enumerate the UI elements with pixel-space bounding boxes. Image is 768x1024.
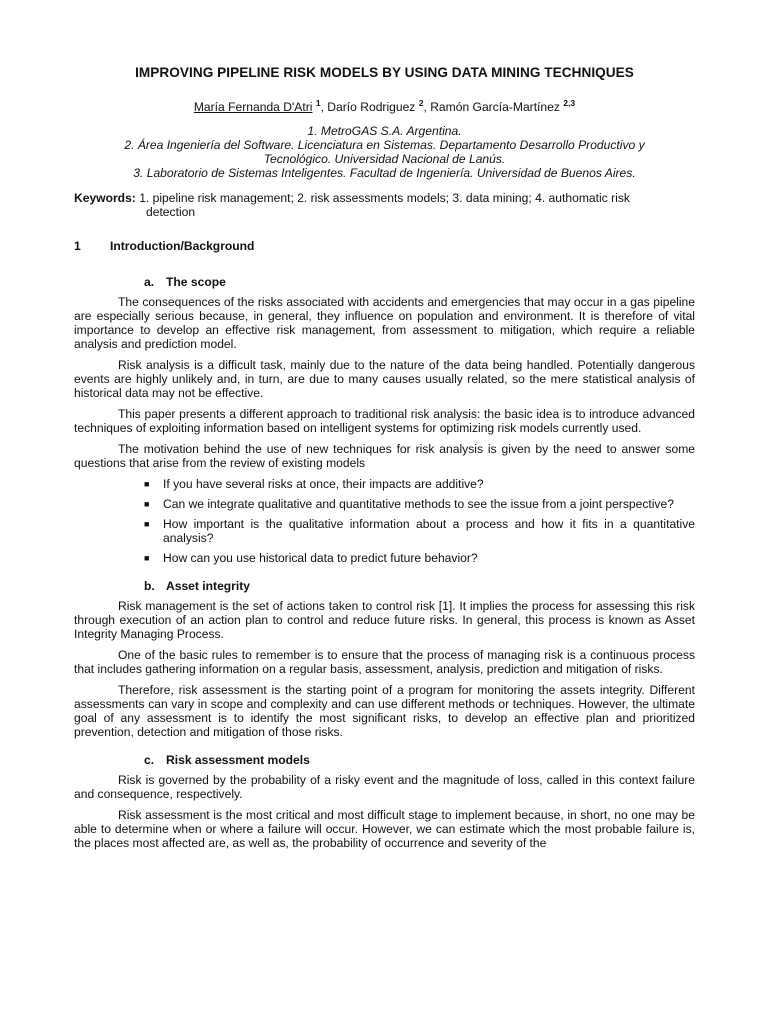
- paragraph: Risk management is the set of actions taken to control risk [1]. It implies the process for assessing this risk through execution of an action plan to control and reduce future risks. In general, this process is known as Asset Integrity Managing Process.: [74, 599, 695, 641]
- author-separator: ,: [423, 100, 431, 114]
- square-bullet-icon: ■: [144, 499, 150, 509]
- paragraph: This paper presents a different approach to traditional risk analysis: the basic idea is to introduce advanced techniques of exploiting information based on intelligent systems for optimizing risk models currently used.: [74, 407, 695, 435]
- keywords-block: [74, 191, 695, 219]
- list-item-text: Can we integrate qualitative and quantitative methods to see the issue from a joint perspective?: [163, 497, 674, 511]
- list-item-text: How can you use historical data to predict future behavior?: [163, 551, 478, 565]
- paper-page: [74, 66, 695, 857]
- list-item-text: If you have several risks at once, their impacts are additive?: [163, 477, 484, 491]
- paper-title: IMPROVING PIPELINE RISK MODELS BY USING DATA MINING TECHNIQUES: [135, 65, 634, 80]
- subsection-heading-risk-models: [144, 753, 695, 767]
- paragraph: Risk assessment is the most critical and most difficult stage to implement because, in short, no one may be able to determine when or where a failure will occur. However, we can estimate which the most probable failure is, the places most affected are, as well as, the probability of occurrence and severity of the: [74, 808, 695, 850]
- paragraph: The consequences of the risks associated with accidents and emergencies that may occur in a gas pipeline are especially serious because, in general, they influence on population and environment. It is therefore of vital importance to develop an effective risk management, from assessment to mitigation, which require a reliable analysis and prediction model.: [74, 295, 695, 351]
- subsection-title: The scope: [166, 275, 226, 289]
- paragraph: Risk is governed by the probability of a risky event and the magnitude of loss, called in this context failure and consequence, respectively.: [74, 773, 695, 801]
- list-item: [144, 477, 695, 491]
- subsection-letter: c.: [144, 753, 155, 767]
- affiliations: [74, 124, 695, 180]
- keywords-text-continued: detection: [146, 205, 196, 219]
- section-heading: [74, 239, 695, 253]
- list-item: [144, 517, 695, 545]
- subsection-heading-scope: [144, 275, 695, 289]
- section-number: 1: [74, 239, 81, 253]
- author-affiliation-mark: 2,3: [563, 97, 576, 108]
- author-name: María Fernanda D'Atri: [193, 100, 313, 114]
- question-list: [74, 477, 695, 565]
- paragraph: Therefore, risk assessment is the starting point of a program for monitoring the assets integrity. Different assessments can vary in scope and complexity and can use different methods or techniques. However, the ultimate goal of any assessment is to identify the most significant risks, to develop an effective plan and prioritized prevention, detection and mitigation of those risks.: [74, 683, 695, 739]
- square-bullet-icon: ■: [144, 479, 150, 489]
- subsection-letter: a.: [144, 275, 155, 289]
- paragraph: The motivation behind the use of new techniques for risk analysis is given by the need to answer some questions that arise from the review of existing models: [74, 442, 695, 470]
- square-bullet-icon: ■: [144, 519, 150, 529]
- affiliation-line: Tecnológico. Universidad Nacional de Lanús.: [263, 152, 506, 166]
- paragraph: Risk analysis is a difficult task, mainly due to the nature of the data being handled. Potentially dangerous events are highly unlikely and, in turn, are due to many causes usually related, so the mere statistical analysis of historical data may not be effective.: [74, 358, 695, 400]
- author-name: Ramón García-Martínez: [430, 100, 560, 114]
- subsection-heading-asset-integrity: [144, 579, 695, 593]
- subsection-title: Risk assessment models: [166, 753, 310, 767]
- list-item: [144, 497, 695, 511]
- author-separator: ,: [320, 100, 328, 114]
- list-item: [144, 551, 695, 565]
- author-affiliation-mark: 1: [315, 97, 321, 108]
- affiliation-line: 1. MetroGAS S.A. Argentina.: [307, 124, 462, 138]
- list-item-text: How important is the qualitative information about a process and how it fits in a quantitative analysis?: [163, 517, 695, 545]
- affiliation-line: 2. Área Ingeniería del Software. Licenciatura en Sistemas. Departamento Desarrollo Productivo y: [124, 138, 645, 152]
- keywords-label: Keywords:: [74, 191, 136, 205]
- author-name: Darío Rodriguez: [327, 100, 416, 114]
- author-list: [74, 97, 695, 114]
- section-title: Introduction/Background: [110, 239, 255, 253]
- subsection-letter: b.: [144, 579, 155, 593]
- square-bullet-icon: ■: [144, 553, 150, 563]
- author-affiliation-mark: 2: [418, 97, 424, 108]
- affiliation-line: 3. Laboratorio de Sistemas Inteligentes. Facultad de Ingeniería. Universidad de Buenos Aires.: [133, 166, 636, 180]
- paragraph: One of the basic rules to remember is to ensure that the process of managing risk is a continuous process that includes gathering information on a regular basis, assessment, analysis, prediction and mitigation of risks.: [74, 648, 695, 676]
- keywords-text: 1. pipeline risk management; 2. risk assessments models; 3. data mining; 4. authomatic risk: [135, 191, 630, 205]
- subsection-title: Asset integrity: [166, 579, 251, 593]
